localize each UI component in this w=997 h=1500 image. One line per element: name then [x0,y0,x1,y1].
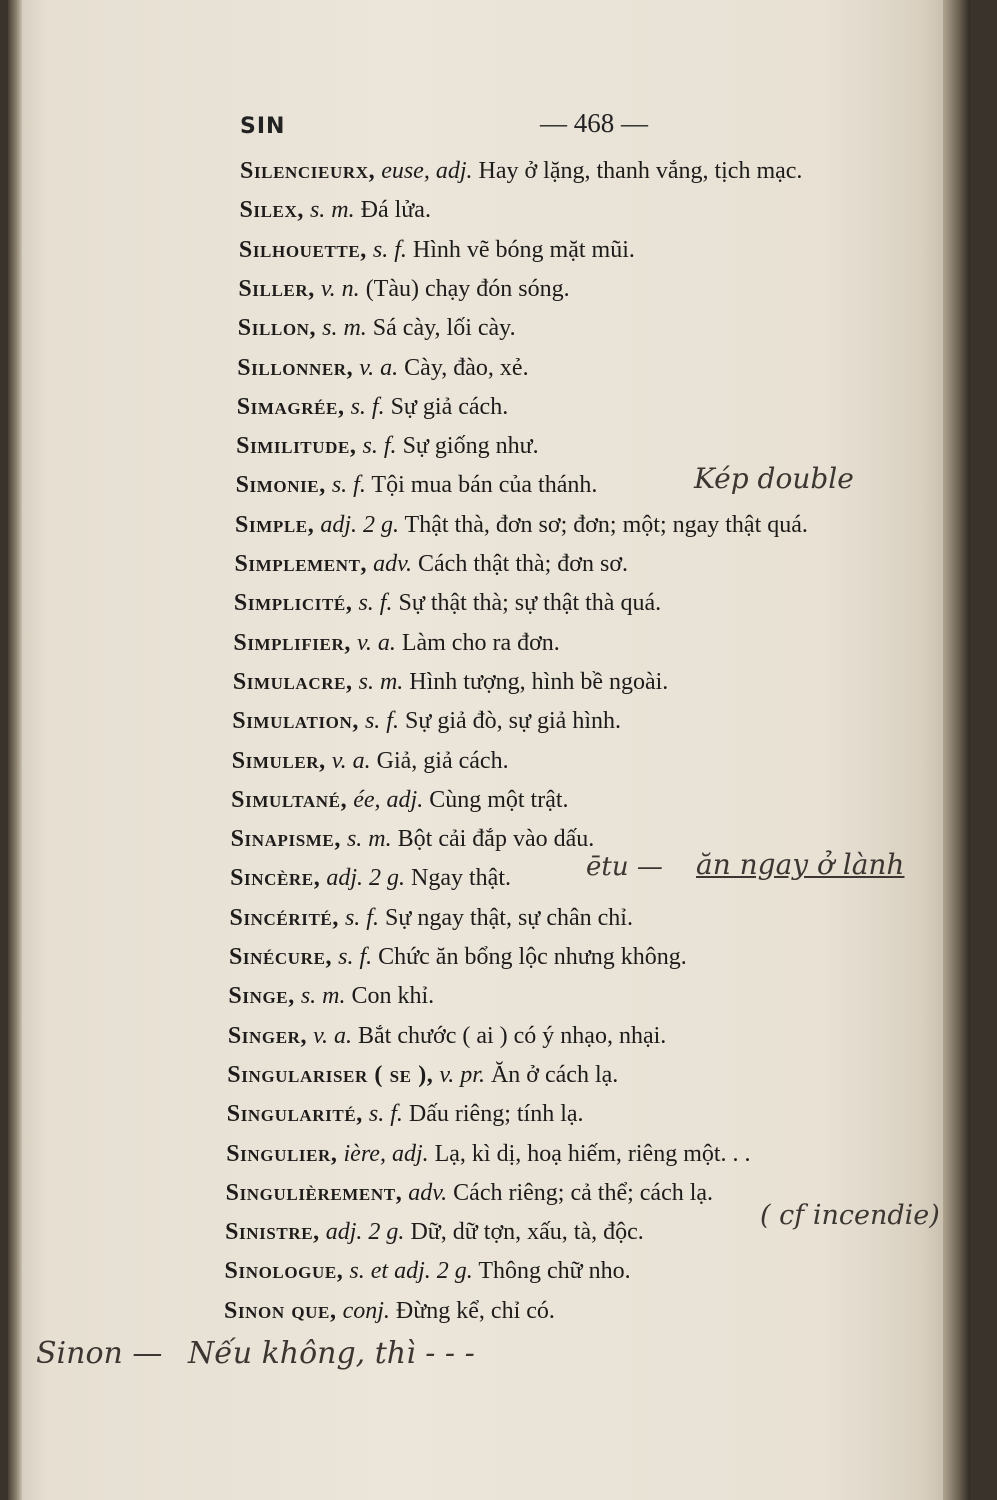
entry-grammar: v. n. [314,275,360,302]
entry-headword: Singulièrement, [225,1179,403,1206]
entry-definition: Dữ, dữ tợn, xấu, tà, độc. [404,1219,644,1246]
entry-definition: Hay ở lặng, thanh vắng, tịch mạc. [472,158,803,184]
entry-grammar: adv. [402,1179,448,1206]
dictionary-entry [225,1217,644,1247]
entry-definition: Sự giả đò, sự giả hình. [398,708,621,735]
dictionary-entry [227,1060,618,1090]
entry-grammar: s. f. [344,393,385,420]
entry-grammar: s. et adj. 2 g. [343,1258,473,1285]
entry-definition: Sự giống như. [396,433,539,460]
book-page [8,0,970,1500]
entry-headword: Simplement, [234,551,368,577]
handwritten-note-simonie: Kép double [694,462,854,495]
entry-definition: Hình vẽ bóng mặt mũi. [406,236,635,263]
entry-grammar: ée, adj. [347,786,424,813]
entry-grammar: s. m. [316,315,367,342]
page-number: — 468 — [540,108,648,138]
entry-definition: Sá cày, lối cày. [366,315,516,342]
entry-definition: Tội mua bán của thánh. [365,472,598,499]
entry-grammar: s. f. [338,904,379,931]
handwritten-note-sinistre: ( cf incendie) [760,1200,940,1231]
dictionary-entry [240,156,802,186]
dictionary-entry [237,392,509,422]
dictionary-entry [234,549,628,579]
entry-headword: Similitude, [236,433,357,460]
entry-grammar: s. f. [366,236,407,263]
book-spine [8,0,22,1500]
handwritten-note-sincere-2: ăn ngay ở lành [696,848,905,881]
dictionary-entry [228,1021,666,1051]
entry-grammar: adj. 2 g. [320,865,406,892]
header-letters: SIN [240,114,286,139]
entry-grammar: v. a. [353,354,399,381]
entry-headword: Singulier, [226,1140,338,1167]
entry-headword: Sillonner, [237,354,354,381]
dictionary-entry [237,353,528,383]
entry-headword: Simagrée, [236,393,345,420]
entry-grammar: ière, adj. [337,1140,429,1167]
entry-definition: Ngay thật. [405,865,511,892]
entry-headword: Simuler, [231,747,326,774]
entry-definition: Làm cho ra đơn. [395,629,560,656]
entry-headword: Simonie, [235,472,326,499]
entry-definition: Cày, đào, xẻ. [398,354,529,381]
entry-headword: Singularité, [226,1101,363,1128]
entry-definition: Đừng kể, chỉ có. [389,1297,555,1324]
entry-definition: Thông chữ nho. [472,1258,631,1285]
entry-headword: Sincérité, [229,904,339,931]
entry-headword: Simultané, [231,786,348,813]
dictionary-entry [238,274,569,304]
entry-definition: Giả, giả cách. [370,747,509,774]
entry-definition: Con khỉ. [345,983,435,1010]
dictionary-entry [233,667,668,697]
page-edge [943,0,970,1500]
dictionary-entry [236,470,598,500]
entry-grammar: v. pr. [433,1061,485,1088]
page-header [240,108,860,148]
dictionary-entry [228,981,434,1011]
entry-headword: Simplicité, [233,590,353,617]
entry-definition: Sự thật thà; sự thật thà quá. [392,590,662,617]
entry-definition: Cách thật thà; đơn sơ. [412,551,629,577]
entry-definition: Bắt chước ( ai ) có ý nhạo, nhại. [352,1022,667,1049]
entry-grammar: s. m. [303,197,355,224]
entry-headword: Simple, [235,511,315,538]
dictionary-entry [230,863,511,893]
entry-definition: Dấu riêng; tính lạ. [402,1101,584,1128]
entry-definition: Bột cải đắp vào dấu. [391,826,595,853]
dictionary-entry [232,746,509,776]
entry-definition: Sự giả cách. [384,393,509,420]
entry-grammar: v. a. [325,747,371,774]
entry-grammar: s. f. [332,944,373,970]
entry-headword: Singulariser ( se ), [227,1061,434,1088]
dictionary-entry [229,942,687,972]
entry-headword: Simulation, [232,708,359,735]
dictionary-entry [234,588,661,618]
entry-headword: Silex, [239,197,304,224]
entry-headword: Sinécure, [228,944,333,970]
entry-grammar: s. f. [352,590,393,617]
entry-headword: Singer, [227,1022,308,1049]
entry-grammar: s. m. [294,983,346,1010]
entry-grammar: adj. 2 g. [314,511,399,538]
entry-headword: Sinistre, [225,1219,320,1246]
dictionary-entry [239,235,635,265]
dictionary-entry [236,431,538,461]
dictionary-entry [231,824,595,854]
entry-definition: Hình tượng, hình bề ngoài. [403,668,669,695]
entry-headword: Silencieurx, [240,158,376,184]
entry-grammar: conj. [336,1297,390,1324]
dictionary-entry [238,313,516,343]
entry-grammar: s. f. [356,433,397,460]
entry-definition: (Tàu) chạy đón sóng. [359,275,570,302]
entry-headword: Simplifier, [233,629,351,656]
entry-grammar: adv. [367,551,413,577]
entry-definition: Ăn ở cách lạ. [484,1061,619,1088]
handwritten-note-bottom-1: Sinon — [36,1336,163,1371]
dictionary-entry [224,1296,555,1326]
entry-definition: Sự ngay thật, sự chân chỉ. [378,904,633,931]
entry-definition: Cách riêng; cả thể; cách lạ. [447,1179,714,1206]
entry-headword: Silhouette, [238,236,367,263]
entry-grammar: s. f. [325,472,366,499]
dictionary-entry [235,510,808,540]
entry-definition: Chức ăn bổng lộc nhưng không. [372,944,687,970]
dictionary-entry [225,1256,631,1286]
entry-definition: Đá lửa. [354,197,431,224]
entry-headword: Sinologue, [224,1258,344,1285]
dictionary-entry [226,1178,713,1208]
entry-grammar: adj. 2 g. [319,1219,405,1246]
entry-definition: Lạ, kì dị, hoạ hiếm, riêng một. . . [428,1140,751,1167]
entry-grammar: s. f. [358,708,399,735]
dictionary-entry [232,706,621,736]
entry-headword: Sincère, [230,865,321,892]
dictionary-entry [226,1139,750,1169]
entry-headword: Sinapisme, [230,826,341,853]
entry-grammar: euse, adj. [375,158,473,184]
entry-grammar: s. f. [362,1101,403,1128]
dictionary-entry [239,195,431,225]
entry-definition: Cùng một trật. [423,786,569,813]
entry-headword: Singe, [228,983,295,1010]
entry-grammar: s. m. [352,668,404,695]
entry-headword: Sillon, [237,315,317,342]
dictionary-entry [233,628,559,658]
entry-grammar: v. a. [350,629,396,656]
entry-grammar: v. a. [307,1022,353,1049]
dictionary-entry [227,1099,584,1129]
entry-headword: Siller, [238,275,315,302]
handwritten-note-sincere-1: ētu — [586,852,663,882]
entry-headword: Simulacre, [232,668,353,695]
entry-grammar: s. m. [340,826,392,853]
handwritten-note-bottom-2: Nếu không, thì - - - [188,1336,475,1371]
entry-headword: Sinon que, [224,1297,337,1324]
dictionary-entry [231,785,568,815]
entry-definition: Thật thà, đơn sơ; đơn; một; ngay thật quá. [398,511,808,538]
dictionary-entry [230,903,633,933]
